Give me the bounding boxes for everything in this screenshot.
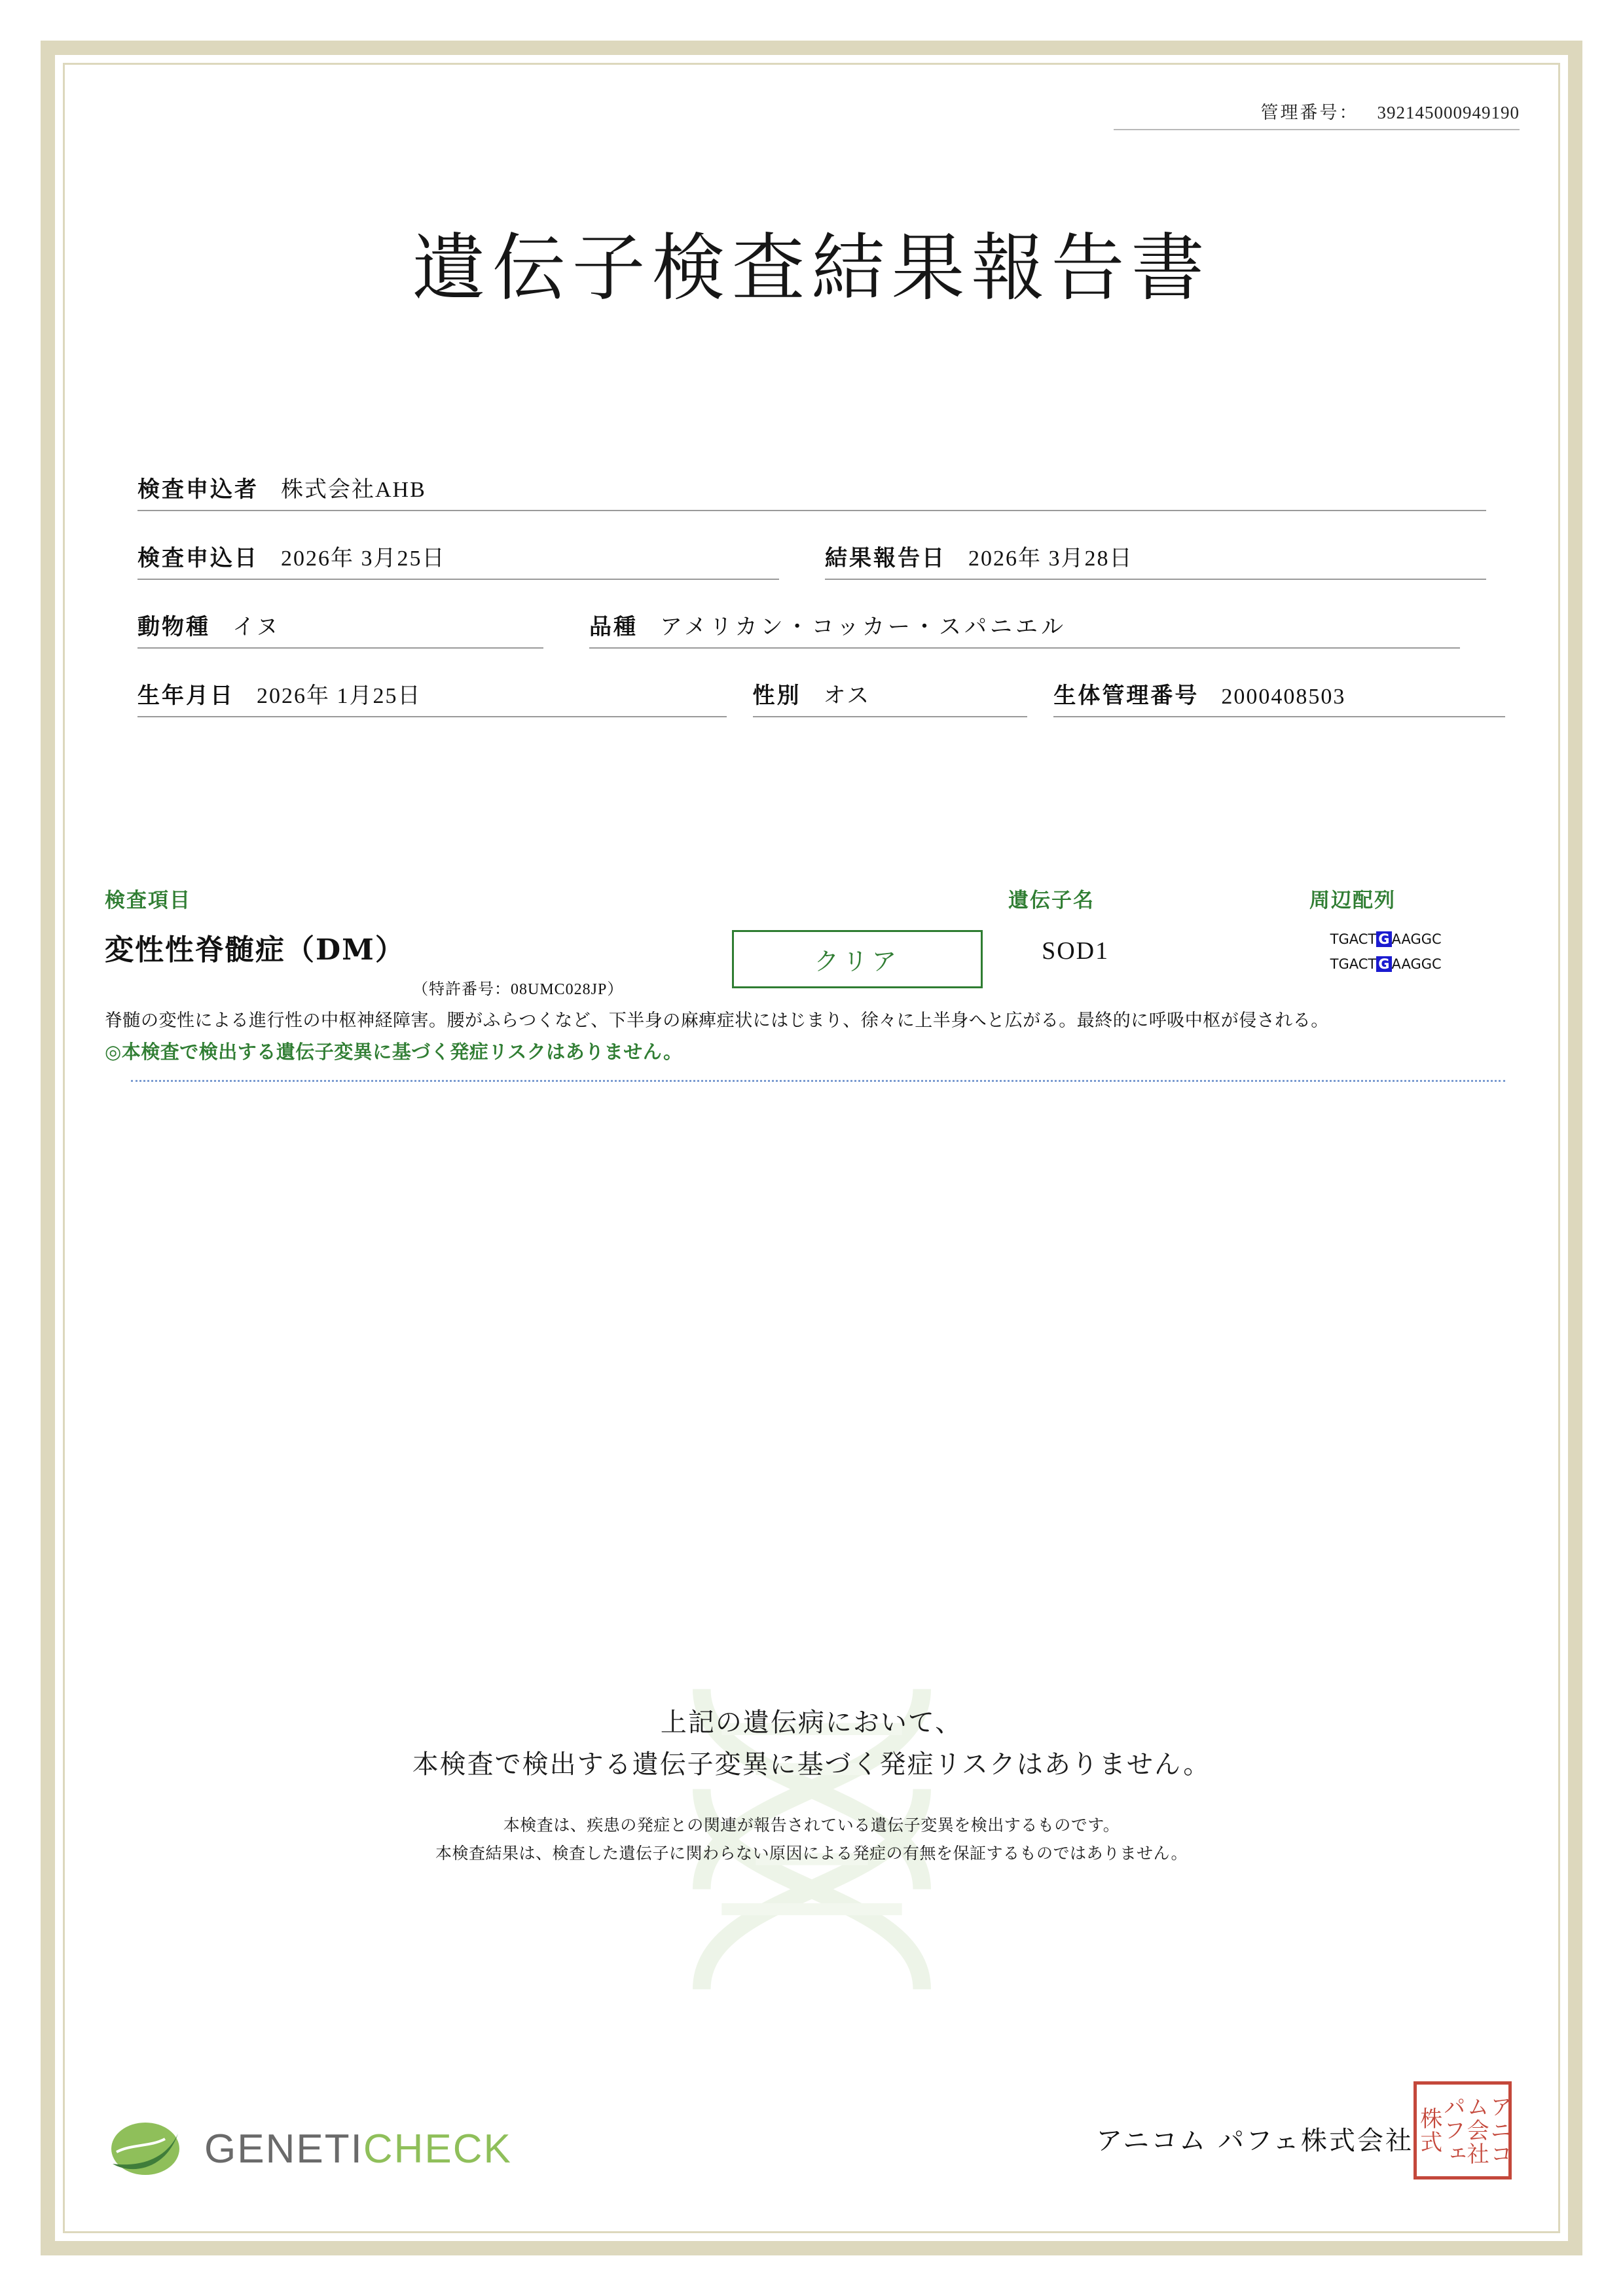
page-title: 遺伝子検査結果報告書 [412, 226, 1211, 311]
species-label: 動物種 [137, 614, 210, 640]
sequence-1-prefix: TGACT [1330, 931, 1377, 947]
management-number-value: 392145000949190 [1377, 103, 1520, 122]
logo-word-2: CHECK [363, 2126, 512, 2172]
patent-number: （特許番号：08UMC028JP） [412, 981, 624, 998]
breed-value: アメリカン・コッカー・スパニエル [660, 615, 1067, 639]
species-value: イヌ [232, 615, 280, 639]
info-row-dates [137, 540, 1505, 580]
sex-value: オス [823, 684, 871, 708]
animal-id-label: 生体管理番号 [1053, 683, 1199, 709]
birthdate-label: 生年月日 [137, 683, 234, 709]
info-block [137, 471, 1505, 746]
logo-wordmark [204, 2126, 512, 2172]
sequence-2-highlight: G [1376, 956, 1391, 972]
summary-block [98, 1702, 1525, 1867]
summary-note-2: 本検査結果は、検査した遺伝子に関わらない原因による発症の有無を保証するものではありません。 [435, 1843, 1188, 1863]
disease-description: 脊髄の変性による進行性の中枢神経障害。腰がふらつくなど、下半身の麻痺症状にはじまり、徐々に上半身へと広がる。最終的に呼吸中枢が侵される。 [105, 1011, 1329, 1031]
info-row-birth [137, 677, 1505, 717]
sequence-1-suffix: AAGGC [1391, 931, 1442, 947]
field-species [137, 609, 543, 649]
page-footer [98, 2047, 1525, 2198]
field-birthdate [137, 677, 727, 717]
field-breed [589, 609, 1460, 649]
status-badge [732, 930, 983, 988]
summary-line-1: 上記の遺伝病において、 [660, 1708, 963, 1738]
apply-date-label: 検査申込日 [137, 545, 259, 571]
sequence-line-2 [1330, 956, 1518, 972]
disease-block [105, 926, 732, 999]
birthdate-value: 2026年 1月25日 [257, 684, 422, 708]
disease-name: 変性性脊髄症（DM） [105, 933, 405, 967]
geneticheck-logo [105, 2113, 512, 2185]
field-animal-id [1053, 677, 1505, 717]
field-report-date [825, 540, 1486, 580]
results-table [98, 884, 1525, 1082]
logo-word-1: GENETI [204, 2126, 363, 2172]
seal-column-1: パフェ株式 [1415, 2095, 1466, 2166]
applicant-value: 株式会社AHB [281, 478, 426, 502]
seal-column-2: アニコム会社 [1463, 2095, 1512, 2166]
summary-line-2: 本検査で検出する遺伝子変異に基づく発症リスクはありません。 [412, 1749, 1211, 1780]
report-date-label: 結果報告日 [825, 545, 946, 571]
result-main [105, 926, 1518, 999]
company-name: アニコム パフェ株式会社 [1096, 2126, 1413, 2156]
sex-label: 性別 [752, 683, 801, 709]
gene-name: SOD1 [1042, 937, 1110, 965]
field-applicant [137, 471, 1486, 511]
summary-note-1: 本検査は、疾患の発症との関連が報告されている遺伝子変異を検出するものです。 [503, 1816, 1120, 1835]
sequence-2-suffix: AAGGC [1391, 956, 1442, 972]
table-row [98, 918, 1525, 1082]
apply-date-value: 2026年 3月25日 [281, 547, 446, 571]
page-content [98, 79, 1525, 2217]
leaf-logo-icon [105, 2113, 190, 2185]
management-number [1114, 98, 1520, 130]
sequence-1-highlight: G [1376, 931, 1391, 947]
management-number-label: 管理番号： [1260, 103, 1359, 122]
info-row-species [137, 609, 1505, 649]
column-header-gene: 遺伝子名 [1008, 889, 1095, 912]
company-seal [1413, 2081, 1512, 2179]
column-header-sequence: 周辺配列 [1309, 889, 1396, 912]
animal-id-value: 2000408503 [1221, 685, 1346, 709]
report-date-value: 2026年 3月28日 [968, 547, 1133, 571]
status-badge-label: クリア [814, 947, 901, 976]
applicant-label: 検査申込者 [137, 476, 259, 503]
column-header-item: 検査項目 [105, 889, 191, 912]
results-header-row [98, 884, 1525, 918]
risk-note: ◎本検査で検出する遺伝子変異に基づく発症リスクはありません。 [105, 1041, 683, 1064]
field-sex [753, 677, 1028, 717]
info-row-applicant [137, 471, 1505, 511]
row-divider [131, 1080, 1505, 1082]
field-apply-date [137, 540, 779, 580]
breed-label: 品種 [589, 614, 638, 640]
sequence-line-1 [1330, 931, 1518, 947]
sequence-block [1330, 931, 1518, 981]
sequence-2-prefix: TGACT [1330, 956, 1377, 972]
